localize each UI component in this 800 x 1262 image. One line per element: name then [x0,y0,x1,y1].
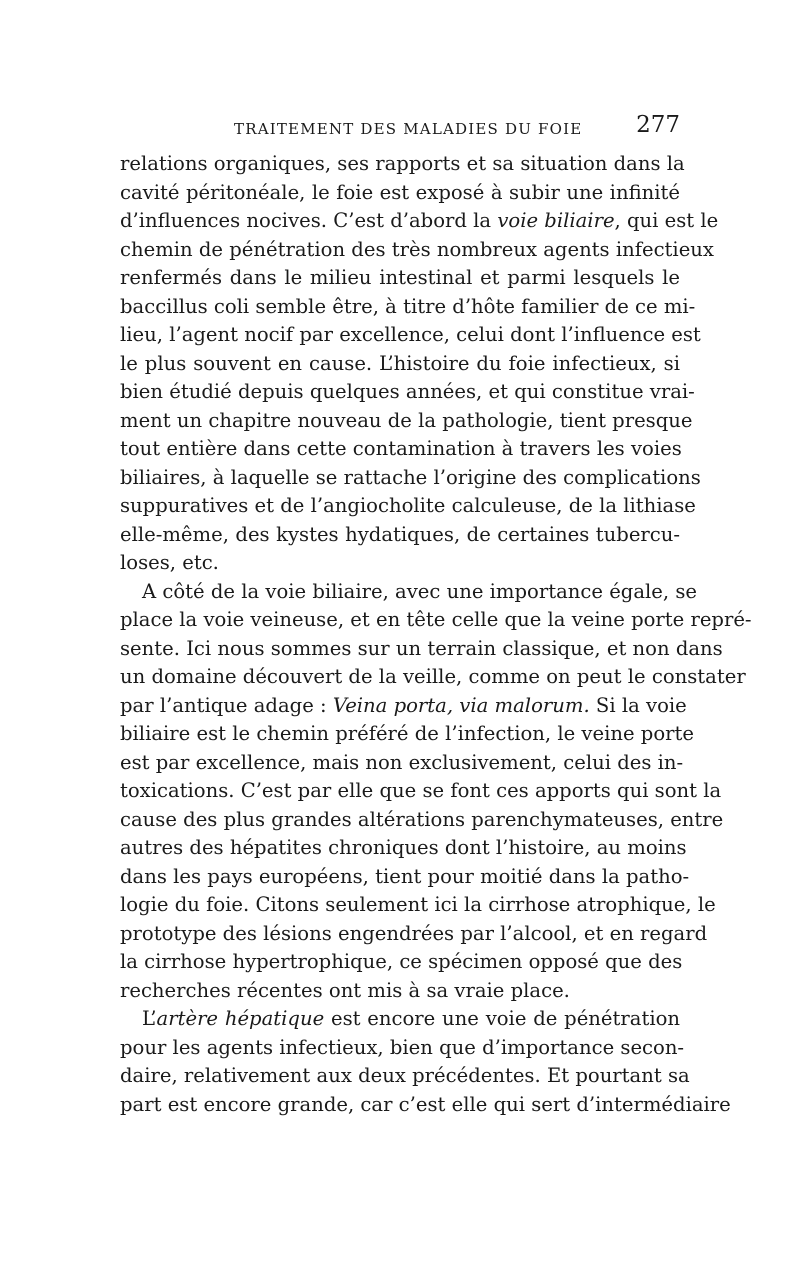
text-segment: suppuratives et de l’angiocholite calculeuse, de la lithiase [120,494,696,517]
running-title: TRAITEMENT DES MALADIES DU FOIE [234,120,583,138]
text-line [120,350,680,379]
text-segment: recherches récentes ont mis à sa vraie place. [120,978,570,1002]
text-line [120,150,685,179]
text-segment: daire, relativement aux deux précédentes. Et pourtant sa [120,1064,690,1087]
running-head [120,112,680,146]
text-line [120,464,701,493]
italic-text-segment: artère hépatique [156,1007,325,1030]
text-line [120,207,719,236]
text-line [120,264,680,293]
text-line [120,863,690,892]
italic-text-segment: Veina porta, via malorum. [332,693,590,717]
text-segment: loses, etc. [120,551,219,574]
text-segment: relations organiques, ses rapports et sa situation dans la [120,152,685,175]
text-segment: sente. Ici nous sommes sur un terrain classique, et non dans [120,636,723,660]
text-segment: pour les agents infectieux, bien que d’importance secon- [120,1035,685,1059]
text-segment: prototype des lésions engendrées par l’alcool, et en regard [120,921,708,945]
text-line [120,635,723,664]
text-segment: baccillus coli semble être, à titre d’hôte familier de ce mi- [120,294,696,318]
text-line [120,1062,690,1091]
text-line [120,1005,680,1034]
text-segment: est par excellence, mais non exclusivement, celui des in- [120,750,684,774]
text-line [120,720,694,749]
text-segment: logie du foie. Citons seulement ici la cirrhose atrophique, le [120,893,716,916]
text-segment: biliaires, à laquelle se rattache l’origine des complications [120,465,701,489]
text-line [120,549,680,578]
text-segment: la cirrhose hypertrophique, ce spécimen opposé que des [120,950,683,973]
text-line [120,378,695,407]
text-line [120,948,683,977]
text-segment: ment un chapitre nouveau de la pathologie, tient presque [120,408,693,432]
text-segment: autres des hépatites chroniques dont l’histoire, au moins [120,836,687,859]
page-number: 277 [636,112,680,138]
text-line [120,692,687,721]
text-line [120,663,746,692]
text-segment: place la voie veineuse, et en tête celle que la veine porte repré- [120,608,752,631]
text-line [120,920,708,949]
text-line [120,777,722,806]
text-segment: tout entière dans cette contamination à travers les voies [120,437,682,460]
text-segment: Si la voie [589,693,687,717]
text-line [120,1091,731,1120]
text-segment: par l’antique adage : [120,693,333,717]
italic-text-segment: voie biliaire [497,209,615,232]
text-line [120,806,724,835]
text-segment: un domaine découvert de la veille, comme on peut le constater [120,665,746,688]
text-segment: A côté de la voie biliaire, avec une importance égale, se [142,579,697,603]
text-line [120,321,701,350]
body-text [120,150,752,1119]
text-segment: dans les pays européens, tient pour moitié dans la patho- [120,864,690,888]
text-segment: le plus souvent en cause. L’histoire du foie infectieux, si [120,351,680,375]
text-line [120,834,687,863]
text-line [120,521,680,550]
text-segment: cavité péritonéale, le foie est exposé à subir une infinité [120,180,680,204]
text-segment: chemin de pénétration des très nombreux agents infectieux [120,237,714,261]
text-line [120,293,696,322]
text-segment: lieu, l’agent nocif par excellence, celui dont l’influence est [120,323,701,346]
text-line [120,977,680,1006]
text-line [120,435,680,464]
text-segment: renfermés dans le milieu intestinal et parmi lesquels le [120,266,680,289]
text-segment: part est encore grande, car c’est elle qui sert d’intermédiaire [120,1092,731,1116]
text-line [120,606,752,635]
text-segment: cause des plus grandes altérations parenchymateuses, entre [120,807,724,831]
text-line [120,749,684,778]
text-segment: est encore une voie de pénétration [324,1007,680,1030]
text-line [120,891,716,920]
text-segment: toxications. C’est par elle que se font ces apports qui sont la [120,779,722,802]
text-segment: biliaire est le chemin préféré de l’infection, le veine porte [120,722,694,745]
text-segment: bien étudié depuis quelques années, et qui constitue vrai- [120,380,695,403]
text-line [120,236,714,265]
text-line [120,407,693,436]
text-line [120,179,680,208]
text-segment: L’ [142,1007,157,1030]
text-line [120,1034,685,1063]
text-segment: , qui est le [614,209,719,232]
text-line [120,492,696,521]
text-line [120,578,697,607]
text-segment: d’influences nocives. C’est d’abord la [120,209,498,232]
text-segment: elle-même, des kystes hydatiques, de certaines tubercu- [120,522,680,546]
